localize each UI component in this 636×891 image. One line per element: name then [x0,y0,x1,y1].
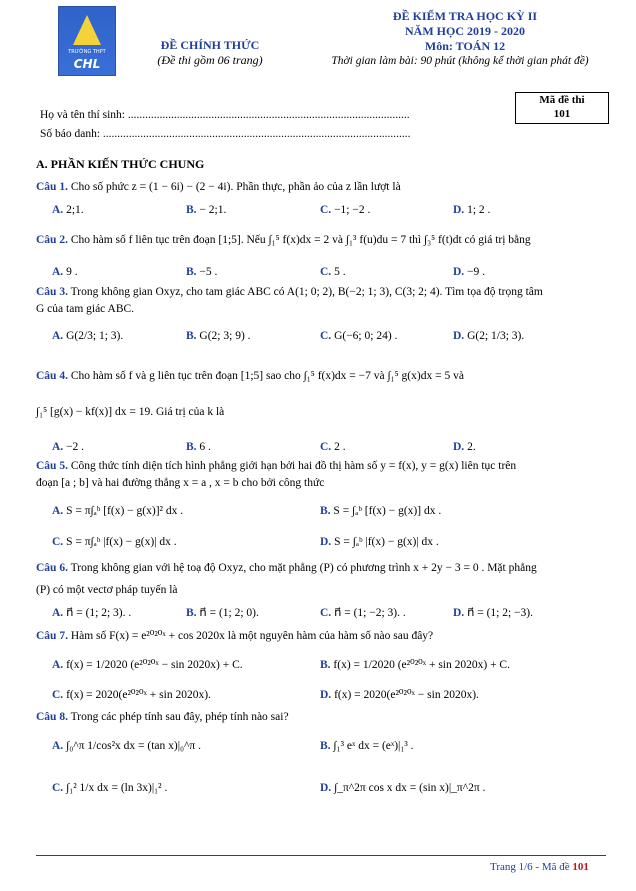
option-label: D. [320,782,332,794]
sail-icon [73,15,101,45]
option-d[interactable] [453,266,485,278]
option-label: D. [453,607,465,619]
option-text: 1; 2 . [467,204,491,216]
option-label: B. [186,330,197,342]
option-text: 5 . [334,266,346,278]
exam-title: ĐỀ KIỂM TRA HỌC KỲ II [392,9,538,23]
option-a[interactable] [52,505,183,517]
page-footer [490,861,589,873]
footer-page-text: Trang 1/6 - Mã đề [490,861,570,873]
subject: Môn: TOÁN 12 [424,39,506,53]
question-4 [36,370,606,382]
option-label: A. [52,505,64,517]
option-label: A. [52,607,64,619]
option-b[interactable] [186,441,211,453]
question-text: Cho hàm số f liên tục trên đoạn [1;5]. Nếu ∫₁⁵ f(x)dx = 2 và ∫₁³ f(u)du = 7 thì ∫₃⁵ f(t)dt có giá trị bằng [70,234,531,246]
option-text: n⃗ = (1; −2; 3). . [334,607,406,619]
option-text: −5 . [199,266,218,278]
logo-school-text: TRƯỜNG THPT [68,49,106,55]
option-text: −1; −2 . [334,204,371,216]
option-text: −2 . [66,441,85,453]
option-label: A. [52,740,64,752]
option-text: S = ∫ₐᵇ |f(x) − g(x)| dx . [334,536,439,548]
question-3-line2: G của tam giác ABC. [36,303,135,315]
option-a[interactable] [52,740,201,752]
option-label: D. [453,266,465,278]
option-label: C. [52,536,64,548]
option-b[interactable] [186,605,259,619]
option-text: 9 . [66,266,78,278]
option-b[interactable] [320,657,510,671]
option-d[interactable] [320,687,479,701]
exam-code-box [515,92,609,124]
option-label: D. [320,689,332,701]
option-c[interactable] [320,266,346,278]
footer-code: 101 [572,861,589,873]
option-c[interactable] [52,782,167,794]
option-text: ∫_π^2π cos x dx = (sin x)|_π^2π . [334,782,486,794]
option-label: B. [320,659,331,671]
option-label: A. [52,330,64,342]
option-c[interactable] [52,687,211,701]
exam-code-label: Mã đề thi [539,94,585,106]
question-3 [36,286,606,298]
option-text: G(−6; 0; 24) . [334,330,398,342]
official-label: ĐỀ CHÍNH THỨC [160,38,260,52]
footer-divider [36,855,606,856]
option-label: C. [320,330,332,342]
question-number: Câu 2. [36,234,68,246]
option-d[interactable] [453,441,476,453]
option-text: G(2; 1/3; 3). [467,330,525,342]
option-c[interactable] [320,605,406,619]
option-d[interactable] [453,330,524,342]
question-number: Câu 8. [36,711,68,723]
option-label: A. [52,204,64,216]
option-text: f(x) = 1/2020 (e²⁰²⁰ˣ − sin 2020x) + C. [66,659,243,671]
exam-code-value: 101 [553,108,571,120]
option-text: −9 . [467,266,486,278]
option-text: f(x) = 2020(e²⁰²⁰ˣ + sin 2020x). [66,689,211,701]
option-text: f(x) = 2020(e²⁰²⁰ˣ − sin 2020x). [334,689,479,701]
option-c[interactable] [52,536,177,548]
option-b[interactable] [186,330,251,342]
question-5 [36,460,606,472]
option-text: G(2; 3; 9) . [199,330,251,342]
option-text: S = π∫ₐᵇ |f(x) − g(x)| dx . [66,536,177,548]
student-id-line[interactable]: Số báo danh: ........................................................................................................... [40,128,411,140]
question-text: Công thức tính diện tích hình phẳng giới hạn bởi hai đồ thị hàm số y = f(x), y = g(x) liên tục trên [70,460,517,472]
question-text: Trong các phép tính sau đây, phép tính nào sai? [70,711,289,723]
option-text: S = ∫ₐᵇ [f(x) − g(x)] dx . [333,505,442,517]
option-c[interactable] [320,204,370,216]
question-5-line2: đoạn [a ; b] và hai đường thẳng x = a , x = b cho bởi công thức [36,477,325,489]
option-text: n⃗ = (1; 2; 3). . [66,607,132,619]
option-c[interactable] [320,441,346,453]
option-a[interactable] [52,605,131,619]
option-d[interactable] [453,204,490,216]
option-label: B. [320,505,331,517]
option-label: B. [186,441,197,453]
option-label: B. [186,204,197,216]
option-text: S = π∫ₐᵇ [f(x) − g(x)]² dx . [66,505,184,517]
question-text: Cho số phức z = (1 − 6i) − (2 − 4i). Phần thực, phần ảo của z lần lượt là [70,181,401,193]
option-text: G(2/3; 1; 3). [66,330,124,342]
option-label: D. [453,330,465,342]
option-a[interactable] [52,657,243,671]
option-label: D. [320,536,332,548]
option-a[interactable] [52,441,84,453]
option-text: ∫₁² 1/x dx = (ln 3x)|₁² . [66,782,168,794]
option-b[interactable] [320,505,441,517]
option-d[interactable] [453,605,533,619]
question-text: Hàm số F(x) = e²⁰²⁰ˣ + cos 2020x là một nguyên hàm của hàm số nào sau đây? [70,630,434,642]
option-b[interactable] [186,266,217,278]
question-8 [36,711,606,723]
option-d[interactable] [320,782,485,794]
question-6-line2: (P) có một vectơ pháp tuyến là [36,584,178,596]
question-1 [36,181,606,193]
question-number: Câu 7. [36,630,68,642]
question-6 [36,562,606,574]
school-logo [58,6,116,76]
option-text: n⃗ = (1; 2; 0). [199,607,259,619]
page-count: (Đề thi gồm 06 trang) [157,53,263,67]
option-text: ∫₁³ eˣ dx = (eˣ)|₁³ . [333,740,414,752]
option-b[interactable] [186,204,226,216]
school-year: NĂM HỌC 2019 - 2020 [405,24,525,38]
question-text: Cho hàm số f và g liên tục trên đoạn [1;5] sao cho ∫₁⁵ f(x)dx = −7 và ∫₁⁵ g(x)dx = 5 và [70,370,464,382]
question-2 [36,234,606,246]
question-7 [36,628,606,642]
section-title: A. PHẦN KIẾN THỨC CHUNG [36,157,205,171]
option-text: − 2;1. [199,204,227,216]
option-text: 2;1. [66,204,84,216]
student-name-line[interactable]: Họ và tên thí sinh: .................................................................................................. [40,109,410,121]
option-d[interactable] [320,536,439,548]
option-label: C. [320,204,332,216]
option-c[interactable] [320,330,397,342]
option-label: C. [52,782,64,794]
option-label: C. [320,607,332,619]
option-text: n⃗ = (1; 2; −3). [467,607,533,619]
option-label: C. [52,689,64,701]
question-number: Câu 5. [36,460,68,472]
option-b[interactable] [320,740,414,752]
option-a[interactable] [52,266,78,278]
question-text: Trong không gian Oxyz, cho tam giác ABC có A(1; 0; 2), B(−2; 1; 3), C(3; 2; 4). Tìm tọa độ trọng tâm [70,286,543,298]
option-text: 2 . [334,441,346,453]
question-number: Câu 4. [36,370,68,382]
option-label: A. [52,441,64,453]
option-a[interactable] [52,330,123,342]
exam-time: Thời gian làm bài: 90 phút (không kể thời gian phát đề) [331,55,589,67]
question-number: Câu 6. [36,562,68,574]
option-label: C. [320,266,332,278]
option-text: 2. [467,441,476,453]
option-label: B. [186,607,197,619]
option-label: C. [320,441,332,453]
option-label: D. [453,204,465,216]
question-number: Câu 3. [36,286,68,298]
option-label: A. [52,659,64,671]
question-text: Trong không gian với hệ toạ độ Oxyz, cho mặt phẳng (P) có phương trình x + 2y − 3 = 0 . Mặt phẳng [70,562,537,574]
option-text: 6 . [199,441,211,453]
option-label: A. [52,266,64,278]
option-a[interactable] [52,204,84,216]
logo-brand-text: CHL [73,57,101,71]
option-label: B. [186,266,197,278]
option-text: f(x) = 1/2020 (e²⁰²⁰ˣ + sin 2020x) + C. [333,659,510,671]
option-text: ∫₀^π 1/cos²x dx = (tan x)|₀^π . [66,740,201,752]
question-number: Câu 1. [36,181,68,193]
option-label: D. [453,441,465,453]
option-label: B. [320,740,331,752]
question-4-line2: ∫₁⁵ [g(x) − kf(x)] dx = 19. Giá trị của k là [36,406,225,418]
